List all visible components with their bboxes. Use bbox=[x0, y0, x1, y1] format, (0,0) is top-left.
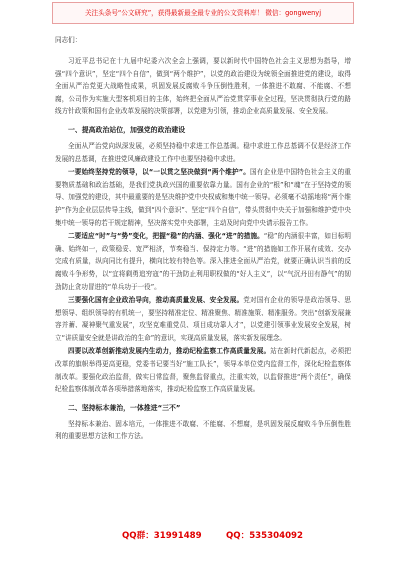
section-heading-1: 一、提高政治站位，加强党的政治建设 bbox=[68, 125, 186, 134]
section2-paragraph: 坚持标本兼治、固本培元，一体推进不敢腐、不能腐、不想腐，是巩固发展反腐败斗争压倒性胜利的重要思想方法和工作方法。 bbox=[55, 419, 351, 441]
qq-number: QQ：535304092 bbox=[226, 531, 304, 541]
point-three-lead: 三要强化国有企业政治导向，推动高质量发展、安全发展。 bbox=[68, 296, 244, 305]
point-one-paragraph bbox=[55, 166, 351, 229]
point-two-lead: 二要适应“时”与“势”变化，把握“稳”的内涵、强化“进”的措施。 bbox=[68, 232, 264, 241]
contact-footer bbox=[0, 528, 408, 544]
section-heading-2: 二、坚持标本兼治，一体推进“三不” bbox=[68, 403, 181, 412]
section1-paragraph: 全面从严治党向纵深发展，必须坚持稳中求进工作总基调。稳中求进工作总基调不仅是经济工作发展的总基调，在推进党风廉政建设工作中也要坚持稳中求进。 bbox=[55, 141, 351, 163]
point-three-text: 党对国有企业的领导是政治领导、思想领导、组织领导的有机统一，要坚持精准定位、精准聚焦、精准施策、精准服务。突出“创新发展兼容并蓄、凝神聚气重发展”，攻坚克难重党员、项目成功靠人才”，以党建引领事业发展安全发展，树立“讲质量安全就是讲政治的生命”的意识，实现高质量发展，落实新发展理念。 bbox=[55, 296, 351, 342]
greeting: 同志们： bbox=[55, 36, 82, 44]
promo-banner: 关注头条号“公文研究”，获得最新最全最专业的公文资料库！ 微信：gongwenyj bbox=[52, 2, 354, 24]
point-four-paragraph bbox=[55, 345, 351, 395]
point-four-text: 站在新时代新起点，必须把改革的旗帜举得更高更稳，党委书记要当好“施工队长”，领导本单位党内监督工作，深化纪检监察体制改革。要强化政治监督，做实日常监督，聚焦监督重点，注重实效，以监督推进“两个责任”，确保纪检监察体制改革各项举措落地落实，推动纪检监察工作高质量发展。 bbox=[55, 347, 352, 394]
point-one-lead: 一要始终坚持党的领导，以“一以贯之坚决做到“两个维护”。 bbox=[68, 168, 251, 177]
point-four-lead: 四要以改革创新推动发展内生动力，推动纪检监察工作高质量发展。 bbox=[68, 347, 271, 356]
qq-group-number: QQ群：31991489 bbox=[122, 531, 202, 541]
point-three-paragraph bbox=[55, 294, 351, 344]
point-two-text: “稳”的内涵很丰富，如目标明确、始终如一，政策稳妥、宽严相济，节奏稳当、保持定力等。“进”的措施如工作开展有成效、交办完成有质量，纵向同比有提升，横向比较有特色等。深入推进全面从严治党，就要正确认识当前的反腐败斗争形势，以“宜将剩勇追穷寇”的干劲防止利用职权做的“好人主义”，以“气沉丹田有静气”的韧劲防止贪功冒进的“单兵功于一役”。 bbox=[55, 232, 351, 291]
point-two-paragraph bbox=[55, 230, 351, 293]
intro-paragraph: 习近平总书记在十九届中纪委六次全会上强调，要以新时代中国特色社会主义思想为指导，增强“四个意识”，坚定“四个自信”，做到“两个维护”，以党的政治建设为统领全面推进党的建设，取得全面从严治党更大战略性成果，巩固发展反腐败斗争压倒性胜利，一体推进不敢腐、不能腐、不想腐，公司作为实施大型客机项目的主体，始终把全面从严治党贯穿事业全过程，坚决贯彻执行党的路线方针政策和国有企业改革发展的决策部署，以党建为引领，推动企业高质量发展、安全发展。 bbox=[55, 57, 351, 116]
document-body bbox=[55, 34, 351, 444]
point-one-text: 国有企业是中国特色社会主义的重要物质基础和政治基础，是我们党执政兴国的重要依靠力量。国有企业的“根”和“魂”在于坚持党的领导、加强党的建设，其中最重要的是坚决维护党中央权威和集中统一领导。必须毫不动摇地将“两个维护”作为企业层层传导主线，做到“四个意识”、坚定“四个自信”，带头贯彻中央关于加强和维护党中央集中统一领导的若干规定精神，坚决落实党中央部署，主动及时向党中央请示报告工作。 bbox=[55, 168, 352, 227]
